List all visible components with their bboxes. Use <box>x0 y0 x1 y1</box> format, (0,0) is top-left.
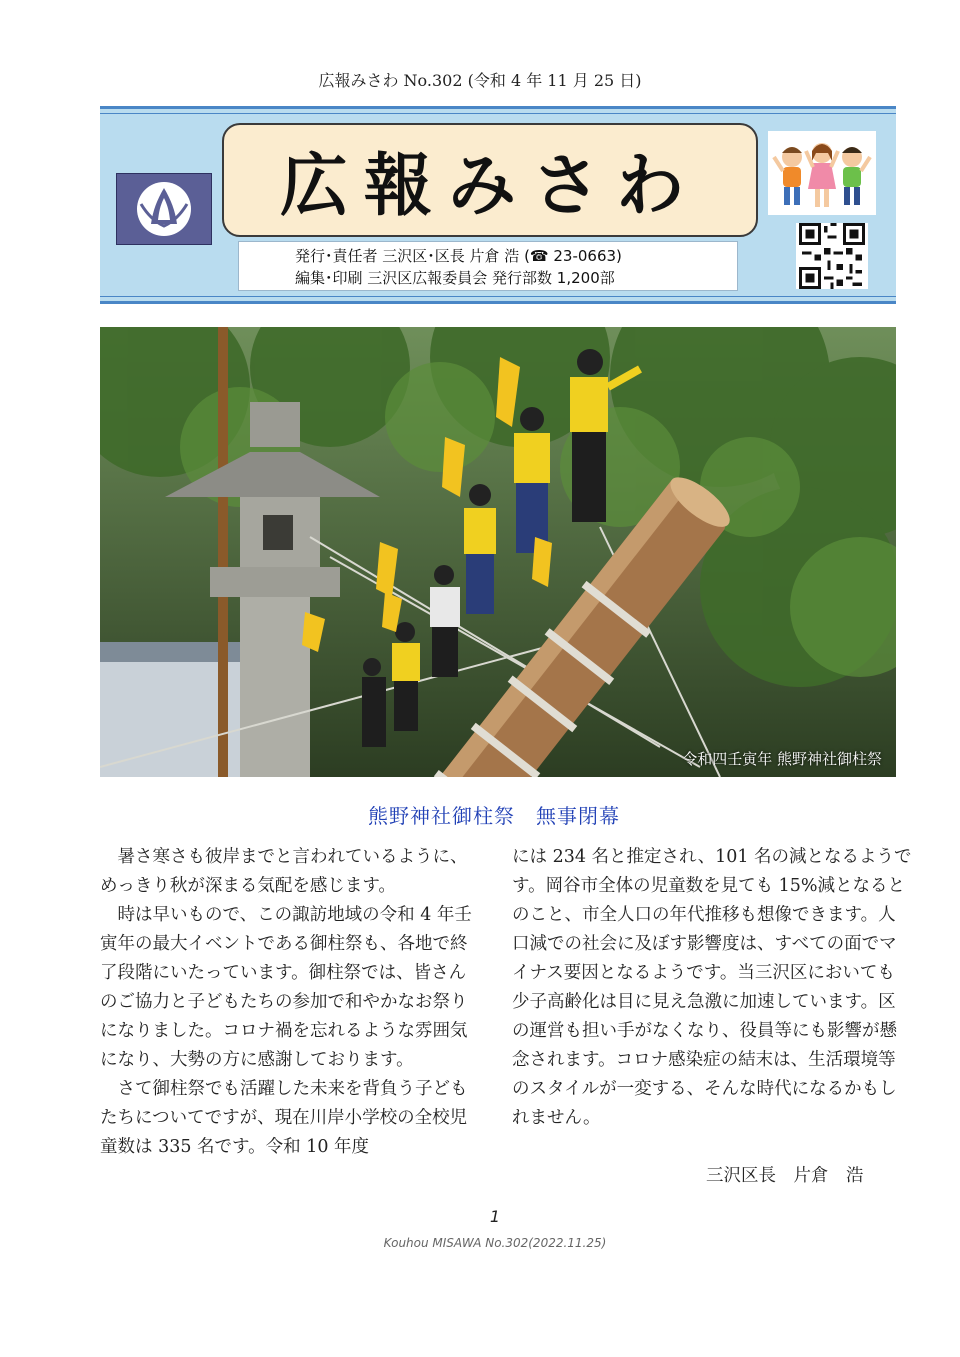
page-number: 1 <box>489 1207 501 1226</box>
article-right-column <box>512 843 912 1133</box>
photo-caption: 令和四壬寅年 熊野神社御柱祭 <box>682 750 882 768</box>
article-headline: 熊野神社御柱祭 無事閉幕 <box>368 804 620 828</box>
footer-text: Kouhou MISAWA No.302(2022.11.25) <box>383 1236 607 1250</box>
publisher-info <box>238 241 738 291</box>
article-signature: 三沢区長 片倉 浩 <box>706 1166 864 1186</box>
title-plate <box>222 123 758 237</box>
article-left-column <box>100 843 480 1162</box>
masthead <box>100 106 896 304</box>
issue-line: 広報みさわ No.302 (令和 4 年 11 月 25 日) <box>318 71 642 90</box>
newsletter-title: 広報みさわ <box>279 146 700 226</box>
article-right-text: には 234 名と推定され、101 名の減となるようです。岡谷市全体の児童数を見ても 15%減となるとのこと、市全人口の年代推移も想像できます。人口減での社会に及ぼす影響度は、すべての面でマイナス要因となるようです。当三沢区においても少子高齢化は目に見え急激に加速しています。区の運営も担い手がなくなり、役員等にも影響が懸念されます。コロナ感染症の結末は、生活環境等のスタイルが一変する、そんな時代になるかもしれません。 <box>512 847 912 1128</box>
publisher-line-1: 発行･責任者 三沢区･区長 片倉 浩 (☎ 23-0663) <box>295 247 622 265</box>
village-emblem-icon <box>116 173 212 245</box>
children-illustration-icon <box>768 131 876 215</box>
publisher-line-2: 編集･印刷 三沢区広報委員会 発行部数 1,200部 <box>295 269 615 287</box>
qr-code-icon[interactable] <box>796 223 868 289</box>
article-left-text: 暑さ寒さも彼岸までと言われているように、めっきり秋が深まる気配を感じます。 時は早いもので、この諏訪地域の令和 4 年壬寅年の最大イベントである御柱祭も、各地で終了段階にいたっています。御柱祭では、皆さんのご協力と子どもたちの参加で和やかなお祭りになりました。コロナ禍を忘れるような雰囲気になり、大勢の方に感謝しております。 さて御柱祭でも活躍した未来を背負う子どもたちについてですが、現在川岸小学校の全校児童数は 335 名です。令和 10 年度 <box>100 847 472 1157</box>
festival-photo <box>100 327 896 777</box>
